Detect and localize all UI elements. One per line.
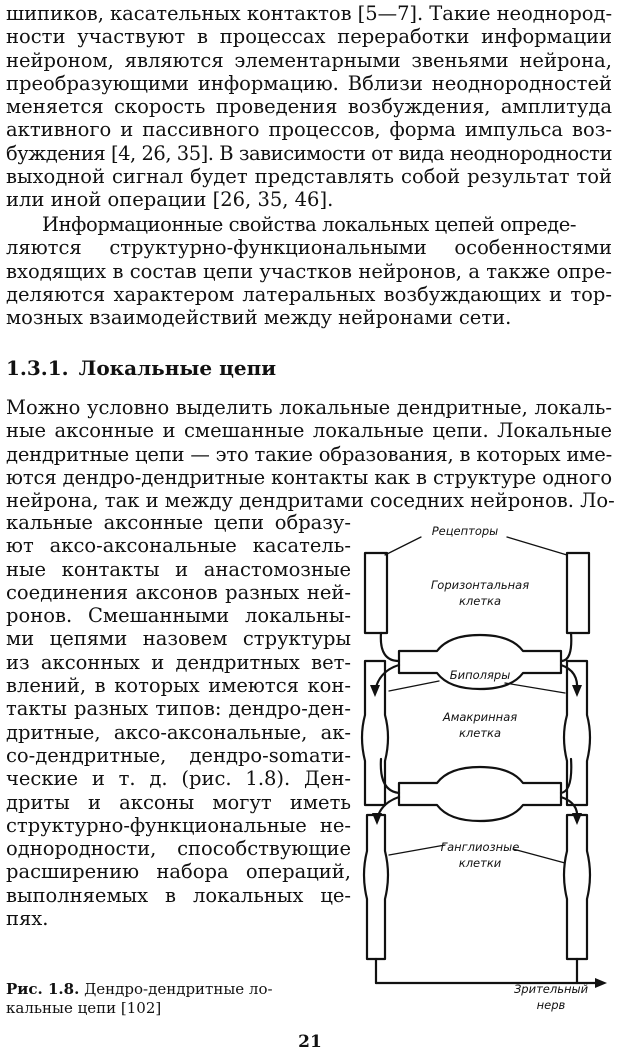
- amacrine-cell: [399, 767, 561, 821]
- text-line: деляются характером латеральных возбуждающих и тор-: [6, 282, 612, 306]
- text-line: структурно-функциональные не-: [6, 813, 351, 837]
- text-line: Информационные свойства локальных цепей опреде-: [42, 213, 576, 236]
- leader-line: [513, 849, 565, 863]
- label-horizontal-cell-2: клетка: [458, 594, 502, 608]
- receptor-right: [567, 553, 589, 633]
- section-title: Локальные цепи: [78, 356, 277, 380]
- ganglion-right: [564, 815, 590, 959]
- text-line: дритные, аксо-аксональные, ак-: [6, 720, 351, 744]
- paragraph-4: [6, 511, 351, 930]
- text-line: кальные аксонные цепи образу-: [6, 511, 351, 534]
- text-line: выполняемых в локальных це-: [6, 883, 351, 907]
- label-amacrine-cell: Амакринная: [442, 710, 518, 724]
- text-line: ности участвуют в процессах переработки информации: [6, 25, 612, 49]
- figure-1-8-dendro-dendritic-circuits: [355, 515, 617, 1020]
- text-line: активного и пассивного процессов, форма импульса воз-: [6, 118, 612, 142]
- retina-circuit-diagram: [355, 515, 617, 1020]
- connection-arc: [381, 633, 399, 661]
- text-line: буждения [4, 26, 35]. В зависимости от вида неоднородности: [6, 141, 612, 165]
- text-line: Можно условно выделить локальные дендритные, локаль-: [6, 396, 612, 419]
- text-line: ют аксо-аксональные касатель-: [6, 534, 351, 558]
- label-optic-nerve-2: нерв: [536, 998, 566, 1012]
- text-line: дендритные цепи — это такие образования, в которых име-: [6, 442, 612, 466]
- leader-line: [505, 683, 565, 693]
- text-line: ляются структурно-функциональными особенностями: [6, 236, 612, 260]
- caption-text-line-2: кальные цепи [102]: [6, 999, 162, 1017]
- connection-arc: [381, 759, 399, 793]
- text-line: ческие и т. д. (рис. 1.8). Ден-: [6, 767, 351, 791]
- caption-text: Дендро-дендритные ло-: [84, 980, 273, 998]
- text-line: из аксонных и дендритных вет-: [6, 650, 351, 674]
- text-line: ми цепями назовем структуры: [6, 627, 351, 651]
- text-line: нейроном, являются элементарными звеньями нейрона,: [6, 48, 612, 72]
- text-line: ные аксонные и смешанные локальные цепи. Локальные: [6, 419, 612, 443]
- leader-line: [507, 537, 567, 555]
- leader-line: [385, 537, 421, 555]
- text-line: дриты и аксоны могут иметь: [6, 790, 351, 814]
- label-receptors: Рецепторы: [431, 524, 499, 538]
- leader-line: [389, 845, 445, 855]
- label-amacrine-cell-2: клетка: [458, 726, 502, 740]
- section-heading: [6, 356, 276, 380]
- leader-line: [389, 681, 439, 691]
- label-ganglion-cells-2: клетки: [458, 856, 502, 870]
- text-line: меняется скорость проведения возбуждения, амплитуда: [6, 95, 612, 119]
- label-bipolars: Биполяры: [449, 668, 511, 682]
- label-horizontal-cell: Горизонтальная: [430, 578, 530, 592]
- text-line: преобразующими информацию. Вблизи неоднородностей: [6, 71, 612, 95]
- text-line: однородности, способствующие: [6, 837, 351, 861]
- arrow-head: [372, 813, 382, 825]
- label-ganglion-cells: Ганглиозные: [440, 840, 520, 854]
- text-line: выходной сигнал будет представлять собой результат той: [6, 165, 612, 189]
- text-line: расширению набора операций,: [6, 860, 351, 884]
- text-line: такты разных типов: дендро-ден-: [6, 697, 351, 721]
- arrow-head: [572, 813, 582, 825]
- text-line: влений, в которых имеются кон-: [6, 674, 351, 698]
- paragraph-1: [6, 2, 612, 212]
- arrow-head: [572, 685, 582, 697]
- text-line: соединения аксонов разных ней-: [6, 580, 351, 604]
- text-line: шипиков, касательных контактов [5—7]. Такие неоднород-: [6, 2, 612, 25]
- label-optic-nerve: Зрительный: [513, 982, 589, 996]
- paragraph-3: [6, 396, 615, 513]
- text-line: ронов. Смешанными локальны-: [6, 604, 351, 628]
- page-number: 21: [298, 1032, 322, 1052]
- text-line: или иной операции [26, 35, 46].: [6, 188, 334, 212]
- arrow-head: [595, 978, 607, 988]
- text-line: входящих в состав цепи участков нейронов, а также опре-: [6, 259, 612, 283]
- text-line: ются дендро-дендритные контакты как в структуре одного: [6, 465, 612, 489]
- paragraph-2: [6, 213, 612, 329]
- arrow-head: [370, 685, 380, 697]
- figure-caption: [6, 980, 316, 1018]
- receptor-left: [365, 553, 387, 633]
- caption-label: Рис. 1.8.: [6, 980, 80, 998]
- connection-arc: [561, 633, 571, 661]
- text-line: нейрона, так и между дендритами соседних нейронов. Ло-: [6, 489, 615, 513]
- text-line: мозных взаимодействий между нейронами сети.: [6, 306, 512, 330]
- text-line: со-дендритные, дендро-somати-: [6, 743, 351, 767]
- section-number: 1.3.1.: [6, 356, 69, 380]
- text-line: пях.: [6, 907, 49, 931]
- ganglion-left: [364, 815, 388, 959]
- text-line: ные контакты и анастомозные: [6, 557, 351, 581]
